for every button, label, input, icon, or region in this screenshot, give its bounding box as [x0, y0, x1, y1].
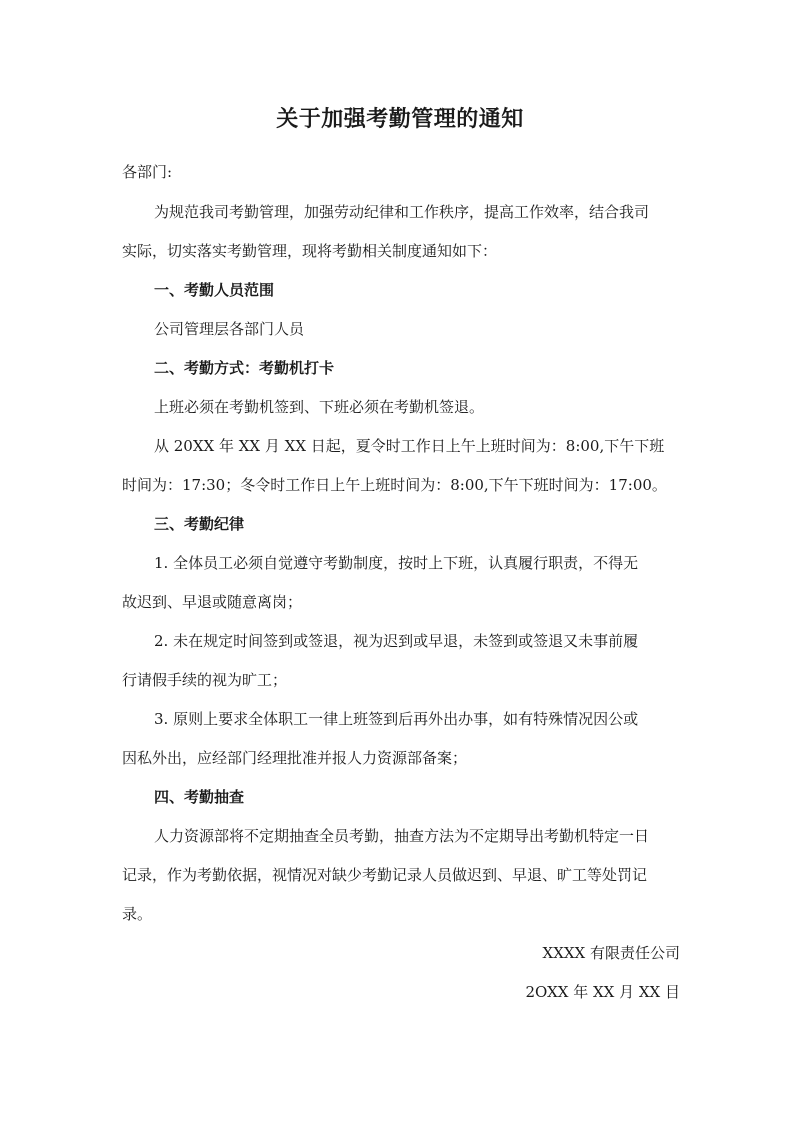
discipline-item-2-line-1: 2. 未在规定时间签到或签退，视为迟到或早退，未签到或签退又未事前履 — [154, 632, 639, 650]
discipline-item-2-line-2: 行请假手续的视为旷工； — [122, 671, 288, 689]
signature-date: 2OXX 年 XX 月 XX 目 — [525, 983, 680, 1001]
section-heading-discipline: 三、考勤纪律 — [154, 515, 245, 533]
intro-paragraph-line-2: 实际，切实落实考勤管理，现将考勤相关制度通知如下： — [122, 242, 498, 260]
section-method-line-2: 从 20XX 年 XX 月 XX 日起，夏令时工作日上午上班时间为：8:00,下午下班 — [154, 437, 665, 455]
discipline-item-1-line-2: 故迟到、早退或随意离岗； — [122, 593, 303, 611]
discipline-item-1-line-1: 1. 全体员工必须自觉遵守考勤制度，按时上下班，认真履行职责，不得无 — [154, 554, 639, 572]
section-inspection-line-1: 人力资源部将不定期抽查全员考勤，抽查方法为不定期导出考勤机特定一日 — [154, 827, 650, 845]
document-title: 关于加强考勤管理的通知 — [276, 107, 524, 132]
section-heading-scope: 一、考勤人员范围 — [154, 281, 275, 299]
section-method-line-3: 时间为：17:30；冬令时工作日上午上班时间为：8:00,下午下班时间为：17:00。 — [122, 476, 667, 494]
intro-paragraph-line-1: 为规范我司考勤管理，加强劳动纪律和工作秩序，提高工作效率，结合我司 — [154, 203, 650, 221]
section-inspection-line-2: 记录，作为考勤依据，视情况对缺少考勤记录人员做迟到、早退、旷工等处罚记 — [122, 866, 648, 884]
section-heading-method: 二、考勤方式：考勤机打卡 — [154, 359, 335, 377]
section-inspection-line-3: 录。 — [122, 905, 153, 923]
section-method-line-1: 上班必须在考勤机签到、下班必须在考勤机签退。 — [154, 398, 485, 416]
signature-company: XXXX 有限责任公司 — [542, 944, 680, 962]
salutation: 各部门: — [122, 163, 173, 181]
discipline-item-3-line-1: 3. 原则上要求全体职工一律上班签到后再外出办事，如有特殊情况因公或 — [154, 710, 639, 728]
discipline-item-3-line-2: 因私外出，应经部门经理批准并报人力资源部备案； — [122, 749, 468, 767]
section-scope-text: 公司管理层各部门人员 — [154, 320, 305, 338]
section-heading-inspection: 四、考勤抽查 — [154, 788, 245, 806]
